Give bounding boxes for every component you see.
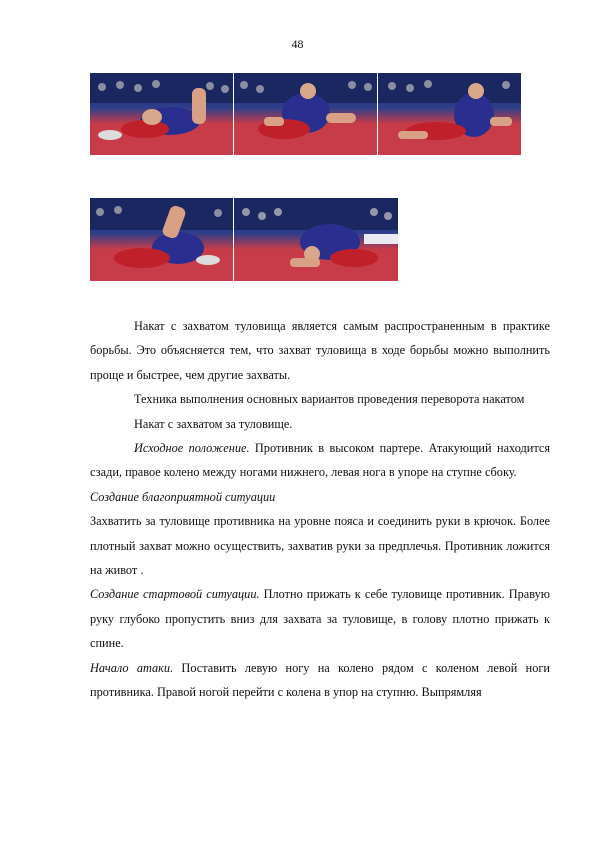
paragraph-subheading: Накат с захватом за туловище. xyxy=(134,416,293,431)
paragraph-technique-heading: Техника выполнения основных вариантов проведения переворота накатом xyxy=(134,392,525,407)
wrestling-photo-2 xyxy=(234,73,377,155)
attack-start-text: Поставить левую ногу на колено рядом с коленом левой ноги противника. Правой ногой перейти с колена в упор на ступню. Выпрямляя xyxy=(90,660,550,700)
photo-row-bottom xyxy=(90,198,398,281)
starting-position-text: Противник в высоком партере. Атакующий находится сзади, правое колено между ногами нижнего, левая нога в упоре на ступне сбоку. xyxy=(90,441,550,480)
page-number: 48 xyxy=(291,37,304,51)
wrestling-photo-5 xyxy=(234,198,398,281)
attack-start-label: Начало атаки. xyxy=(90,660,174,675)
paragraph-favorable-situation xyxy=(90,485,550,509)
paragraph-grip: Захватить за туловище противника на уровне пояса и соединить руки в крючок. Более плотный захват можно осуществить, захватив руки за предплечья. Противник ложится на живот . xyxy=(90,514,550,578)
photo-row-top xyxy=(90,73,521,155)
start-situation-text: Плотно прижать к себе туловище противник. Правую руку глубоко пропустить вниз для захвата за туловище, в голову плотно прижать к спине. xyxy=(90,587,550,651)
start-situation-label: Создание стартовой ситуации. xyxy=(90,587,260,602)
wrestling-photo-1 xyxy=(90,73,233,155)
paragraph-attack-start xyxy=(90,656,550,705)
wrestling-photo-3 xyxy=(378,73,521,155)
body-text xyxy=(90,314,550,705)
paragraph-intro: Накат с захватом туловища является самым распространенным в практике борьбы. Это объясняется тем, что захват туловища в ходе борьбы можно выполнить проще и быстрее, чем другие захваты. xyxy=(90,319,550,382)
favorable-situation-label: Создание благоприятной ситуации xyxy=(90,489,276,504)
paragraph-starting-position xyxy=(90,436,550,485)
starting-position-label: Исходное положение. xyxy=(134,441,250,456)
paragraph-start-situation xyxy=(90,582,550,655)
wrestling-photo-4 xyxy=(90,198,233,281)
